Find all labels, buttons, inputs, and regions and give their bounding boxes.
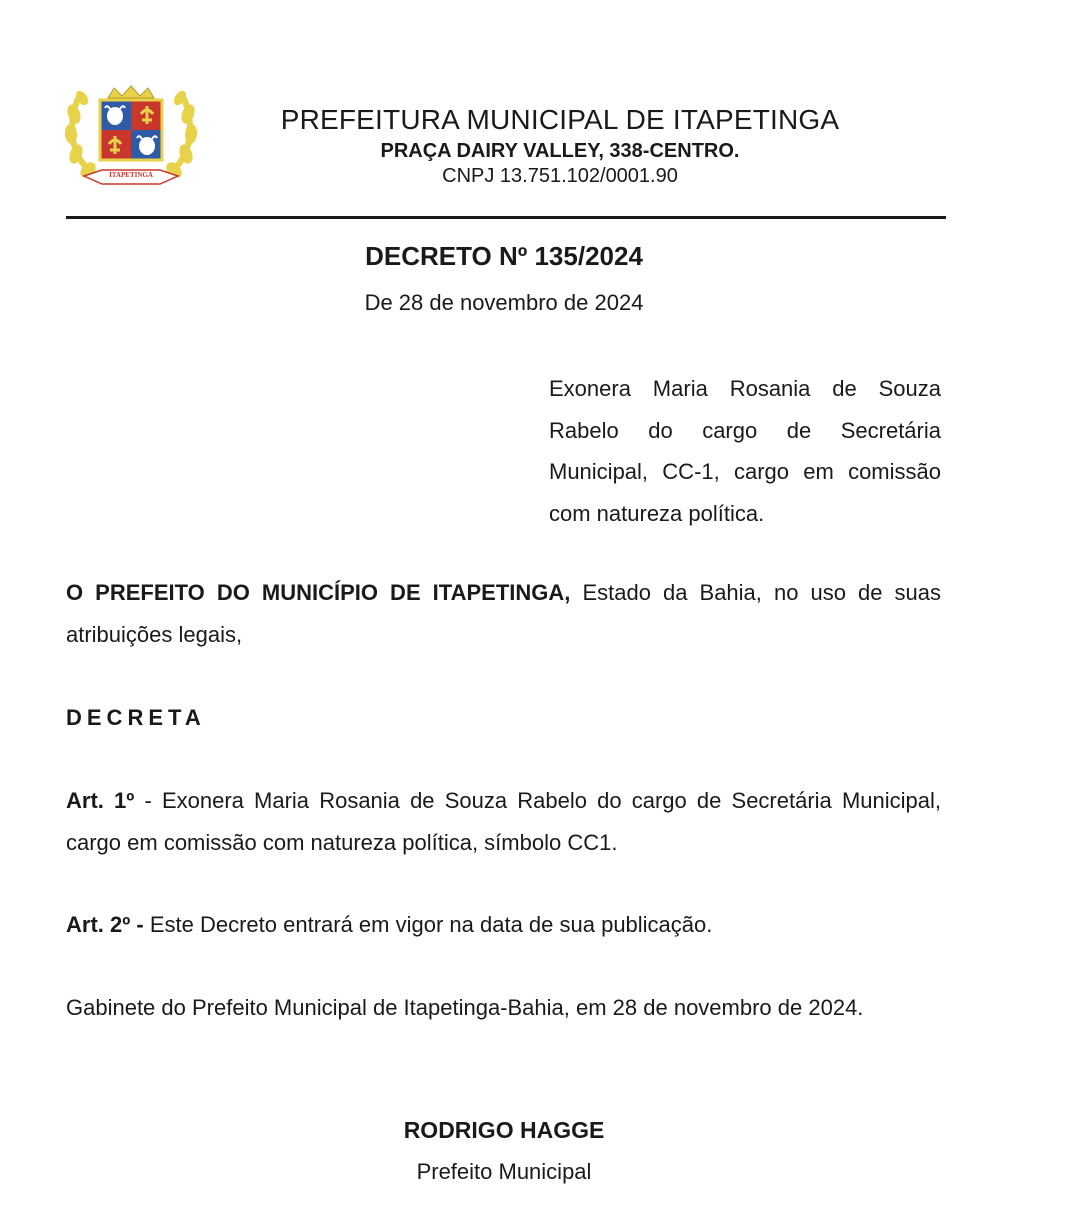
- article-2-text: Este Decreto entrará em vigor na data de sua publicação.: [143, 912, 713, 937]
- article-2-label: Art. 2º -: [66, 912, 144, 937]
- article-1: [66, 780, 941, 863]
- municipality-cnpj: CNPJ 13.751.102/0001.90: [442, 165, 678, 187]
- signatory-role: Prefeito Municipal: [416, 1159, 592, 1184]
- decree-date: De 28 de novembro de 2024: [364, 290, 644, 315]
- decree-title: DECRETO Nº 135/2024: [365, 241, 643, 271]
- intro-text: Estado da Bahia, no uso de suas atribuições legais,: [66, 580, 942, 647]
- closing-paragraph: Gabinete do Prefeito Municipal de Itapetinga-Bahia, em 28 de novembro de 2024.: [66, 995, 864, 1020]
- intro-paragraph: [66, 572, 941, 655]
- crest-banner-text: ITAPETINGA: [109, 171, 153, 179]
- municipality-address: PRAÇA DAIRY VALLEY, 338-CENTRO.: [380, 140, 740, 162]
- signatory-name: RODRIGO HAGGE: [403, 1117, 605, 1143]
- decree-summary: Exonera Maria Rosania de Souza Rabelo do cargo de Secretária Municipal, CC-1, cargo em comissão com natureza política.: [549, 376, 941, 526]
- municipality-name: PREFEITURA MUNICIPAL DE ITAPETINGA: [280, 104, 840, 135]
- article-1-text: - Exonera Maria Rosania de Souza Rabelo do cargo de Secretária Municipal, cargo em comissão com natureza política, símbolo CC1.: [66, 788, 941, 855]
- article-2: [66, 904, 941, 946]
- header-divider: [66, 216, 946, 219]
- article-1-label: Art. 1º: [66, 788, 135, 813]
- decreta-heading: DECRETA: [66, 705, 206, 730]
- intro-authority: O PREFEITO DO MUNICÍPIO DE ITAPETINGA,: [66, 580, 571, 605]
